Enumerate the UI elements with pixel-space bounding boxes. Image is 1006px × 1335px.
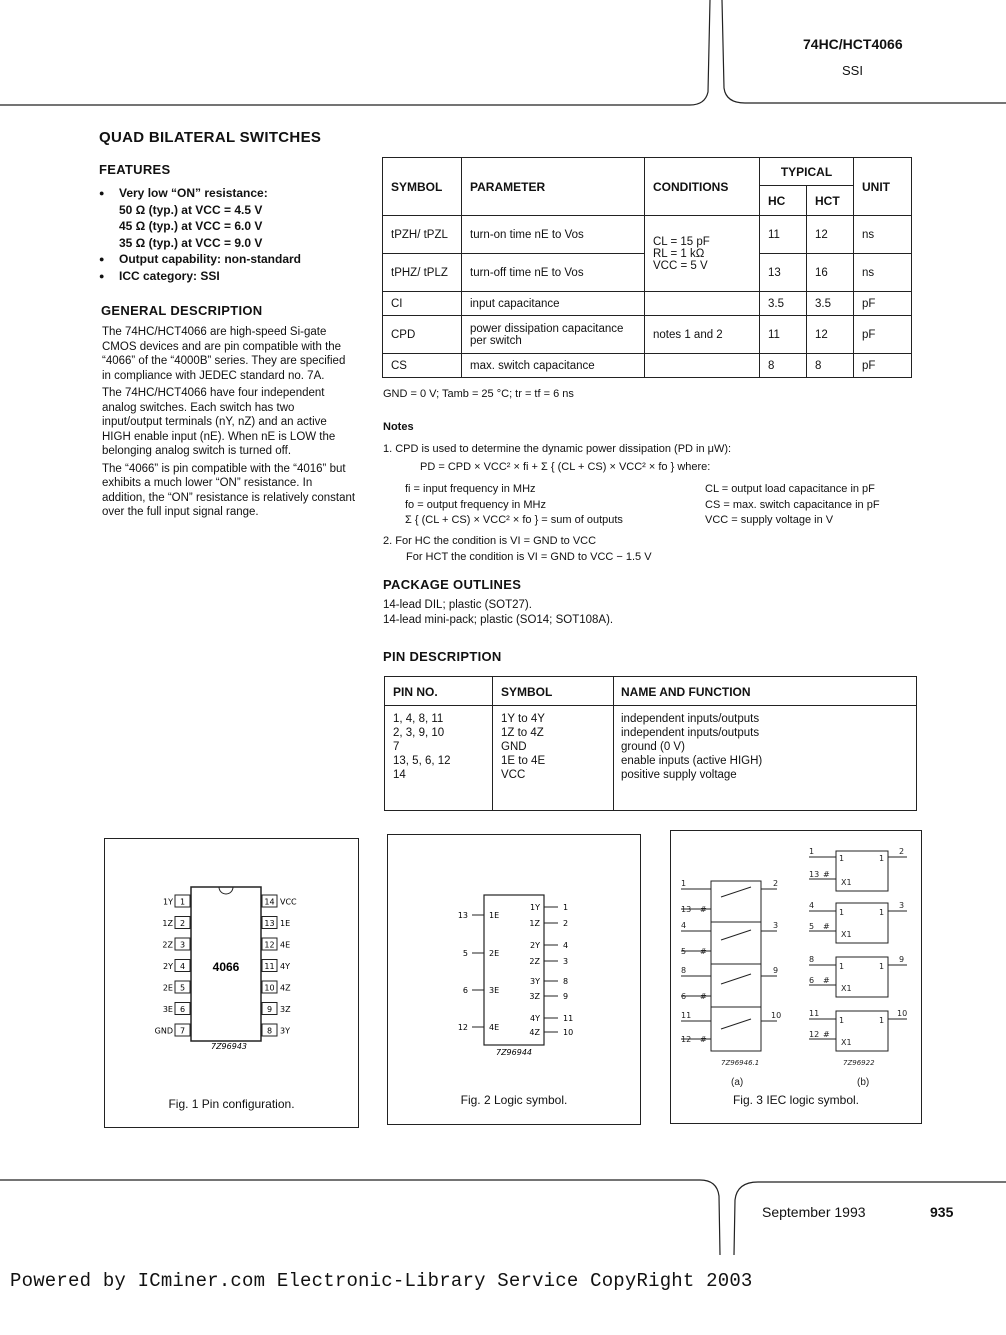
feature-item: ● Very low “ON” resistance: xyxy=(99,185,369,202)
cell-symbol: VCC xyxy=(501,768,526,781)
svg-text:#: # xyxy=(823,1030,830,1039)
pin-number: 10 xyxy=(264,983,275,993)
cell-unit: pF xyxy=(854,354,912,378)
pin-number: 8 xyxy=(563,977,569,986)
cell-hc: 11 xyxy=(760,316,807,354)
svg-text:10: 10 xyxy=(897,1009,908,1018)
cell-name: positive supply voltage xyxy=(621,768,737,781)
figure-1-caption: Fig. 1 Pin configuration. xyxy=(168,1097,295,1111)
definition: CS = max. switch capacitance in pF xyxy=(705,498,880,511)
pin-number: 9 xyxy=(266,1005,273,1014)
table-row xyxy=(383,216,912,254)
feature-item: ● ICC category: SSI xyxy=(99,268,369,285)
svg-text:1: 1 xyxy=(809,847,815,856)
table-row xyxy=(383,354,912,378)
pin-number: 1 xyxy=(179,897,186,907)
pin-number: 6 xyxy=(179,1005,186,1014)
table-row xyxy=(383,292,912,316)
cell-name: independent inputs/outputs xyxy=(621,726,760,739)
svg-text:4: 4 xyxy=(809,901,815,910)
cell-unit: ns xyxy=(854,254,912,292)
logic-symbol-diagram xyxy=(388,835,640,1075)
svg-text:3: 3 xyxy=(773,921,779,930)
cell-shared-conditions xyxy=(645,216,760,292)
label-a: (a) xyxy=(731,1077,744,1088)
svg-text:12: 12 xyxy=(681,1035,692,1044)
pin-label: 4Z xyxy=(529,1028,540,1037)
pin-label: 2Y xyxy=(163,962,173,971)
cell-symbol: CS xyxy=(383,354,462,378)
svg-text:X1: X1 xyxy=(841,930,852,939)
pin-label: 1Y xyxy=(163,897,173,907)
cell-pin-no: 2, 3, 9, 10 xyxy=(393,726,445,739)
figure-code: 7Z96922 xyxy=(843,1059,875,1067)
svg-text:1: 1 xyxy=(839,1016,845,1025)
col-unit: UNIT xyxy=(854,158,912,216)
pin-description-table xyxy=(385,677,916,782)
cell-name: ground (0 V) xyxy=(621,740,685,753)
table-row xyxy=(385,768,916,782)
note-2b: For HCT the condition is VI = GND to VCC − 1.5 V xyxy=(406,551,652,563)
condition-line: CL = 15 pF xyxy=(653,235,710,248)
cell-parameter: turn-on time nE to Vos xyxy=(462,216,645,254)
pin-number: 10 xyxy=(563,1028,574,1037)
table-row xyxy=(385,740,916,754)
pin-number: 6 xyxy=(462,986,468,995)
definition: VCC = supply voltage in V xyxy=(705,514,834,526)
pin-label: 2E xyxy=(162,983,173,993)
figure-3-iec-logic-symbol xyxy=(670,830,922,1124)
pin-label: 4Z xyxy=(280,983,291,993)
svg-text:8: 8 xyxy=(681,966,687,975)
cell-hct: 12 xyxy=(807,316,854,354)
cell-name: enable inputs (active HIGH) xyxy=(621,754,763,767)
pin-label: 4E xyxy=(489,1023,500,1032)
pin-label: 2E xyxy=(489,949,500,958)
svg-text:#: # xyxy=(823,870,830,879)
table-row xyxy=(385,726,916,740)
iec-logic-symbol-diagram xyxy=(671,831,921,1091)
svg-text:4: 4 xyxy=(681,921,687,930)
feature-item: 35 Ω (typ.) at VCC = 9.0 V xyxy=(119,235,263,250)
definition: CL = output load capacitance in pF xyxy=(705,483,875,495)
cell-hct: 3.5 xyxy=(807,292,854,316)
cell-hct: 8 xyxy=(807,354,854,378)
pin-label: 3Y xyxy=(530,977,540,986)
pin-label: 3Z xyxy=(280,1005,291,1014)
note-formula: PD = CPD × VCC² × fi + Σ { (CL + CS) × VCC² × fo } where: xyxy=(420,461,711,473)
svg-text:5: 5 xyxy=(809,922,815,931)
svg-text:10: 10 xyxy=(771,1011,782,1020)
pin-label: GND xyxy=(154,1026,173,1036)
col-pin-no: PIN NO. xyxy=(385,677,493,706)
pin-label: 4Y xyxy=(530,1014,540,1023)
label-b: (b) xyxy=(857,1077,870,1088)
general-description xyxy=(102,325,357,520)
cell-symbol: GND xyxy=(501,740,527,753)
figure-code: 7Z96944 xyxy=(495,1048,533,1057)
pin-number: 3 xyxy=(179,940,186,950)
figure-code: 7Z96943 xyxy=(210,1042,248,1051)
svg-text:#: # xyxy=(823,976,830,985)
cell-parameter: max. switch capacitance xyxy=(462,354,645,378)
cell-hc: 13 xyxy=(760,254,807,292)
chip-label: 4066 xyxy=(212,960,240,974)
svg-text:1: 1 xyxy=(839,908,845,917)
table-row xyxy=(385,754,916,768)
cell-unit: pF xyxy=(854,292,912,316)
quick-reference-table xyxy=(382,157,912,378)
svg-text:#: # xyxy=(700,1035,707,1044)
pin-number: 14 xyxy=(264,897,275,907)
svg-text:1: 1 xyxy=(879,908,885,917)
table-row xyxy=(383,316,912,354)
pin-number: 11 xyxy=(264,962,275,971)
table-footnote: GND = 0 V; Tamb = 25 °C; tr = tf = 6 ns xyxy=(383,388,574,400)
cell-conditions xyxy=(645,354,760,378)
cell-pin-no: 14 xyxy=(393,768,406,781)
pin-number: 7 xyxy=(179,1026,186,1036)
pin-number: 12 xyxy=(457,1023,468,1032)
description-paragraph: The 74HC/HCT4066 have four independent analog switches. Each switch has two input/output terminals (nY, nZ) and an active HIGH enable input (nE). When nE is LOW the belonging analog switch is turned off. xyxy=(102,387,336,457)
logic-category: SSI xyxy=(842,63,863,78)
page-number: 935 xyxy=(930,1204,954,1220)
pin-label: 1Y xyxy=(530,903,540,912)
pin-label: 2Z xyxy=(162,940,173,950)
package-outlines-heading: PACKAGE OUTLINES xyxy=(383,577,522,592)
pin-label: 4Y xyxy=(280,962,290,971)
notes-heading: Notes xyxy=(383,421,414,433)
iec-symbol-b xyxy=(809,851,907,1051)
definition: fi = input frequency in MHz xyxy=(405,483,536,495)
cell-parameter: turn-off time nE to Vos xyxy=(462,254,645,292)
pin-number: 2 xyxy=(563,919,569,928)
svg-text:X1: X1 xyxy=(841,878,852,887)
cell-symbol: 1Y to 4Y xyxy=(501,712,545,725)
cell-unit: ns xyxy=(854,216,912,254)
svg-text:9: 9 xyxy=(899,955,905,964)
col-hc: HC xyxy=(760,186,807,216)
svg-text:6: 6 xyxy=(681,992,687,1001)
features-list xyxy=(99,185,369,284)
pin-label: 2Y xyxy=(530,941,540,950)
svg-text:1: 1 xyxy=(839,962,845,971)
cell-symbol: tPZH/ tPZL xyxy=(383,216,462,254)
cell-symbol: CI xyxy=(383,292,462,316)
svg-text:#: # xyxy=(700,947,707,956)
condition-line: RL = 1 kΩ xyxy=(653,247,705,260)
general-description-heading: GENERAL DESCRIPTION xyxy=(101,303,263,318)
cell-parameter: power dissipation capacitance per switch xyxy=(462,316,645,354)
part-number: 74HC/HCT4066 xyxy=(803,36,903,52)
cell-hct: 16 xyxy=(807,254,854,292)
pin-label: 3Y xyxy=(280,1026,290,1036)
description-paragraph: The “4066” is pin compatible with the “4016” but exhibits a much lower “ON” resistance. In addition, the “ON” resistance is relatively constant over the full input signal range. xyxy=(102,462,356,518)
description-paragraph: The 74HC/HCT4066 are high-speed Si-gate CMOS devices and are pin compatible with the “4066” of the “4000B” series. They are specified in compliance with JEDEC standard no. 7A. xyxy=(102,326,346,382)
table-row xyxy=(385,712,916,726)
pin-label: 2Z xyxy=(529,957,540,966)
cell-hc: 11 xyxy=(760,216,807,254)
pin-number: 9 xyxy=(563,992,569,1001)
cell-symbol: 1Z to 4Z xyxy=(501,726,544,739)
col-symbol: SYMBOL xyxy=(383,158,462,216)
pin-number: 12 xyxy=(264,940,275,950)
definition: Σ { (CL + CS) × VCC² × fo } = sum of outputs xyxy=(405,514,623,526)
pin-number: 1 xyxy=(563,903,569,912)
note-1: 1. CPD is used to determine the dynamic power dissipation (PD in μW): xyxy=(383,443,732,455)
figure-2-caption: Fig. 2 Logic symbol. xyxy=(460,1093,568,1107)
cell-conditions: notes 1 and 2 xyxy=(645,316,760,354)
feature-item: 45 Ω (typ.) at VCC = 6.0 V xyxy=(119,219,263,233)
svg-text:X1: X1 xyxy=(841,1038,852,1047)
figure-3-caption: Fig. 3 IEC logic symbol. xyxy=(732,1093,860,1107)
svg-text:X1: X1 xyxy=(841,984,852,993)
cell-parameter: input capacitance xyxy=(462,292,645,316)
pin-label: VCC xyxy=(280,897,297,907)
condition-line: VCC = 5 V xyxy=(653,259,708,272)
pin-label: 3E xyxy=(489,986,500,995)
iec-symbol-a xyxy=(681,881,777,1051)
svg-text:12: 12 xyxy=(809,1030,820,1039)
pin-description-table-frame xyxy=(384,676,917,811)
pin-label: 3E xyxy=(162,1005,173,1014)
svg-text:6: 6 xyxy=(809,976,815,985)
cell-pin-no: 7 xyxy=(393,740,400,753)
cell-hc: 8 xyxy=(760,354,807,378)
pin-number: 4 xyxy=(179,962,186,971)
definition: fo = output frequency in MHz xyxy=(405,498,546,511)
svg-text:#: # xyxy=(700,905,707,914)
svg-text:11: 11 xyxy=(809,1009,820,1018)
svg-text:1: 1 xyxy=(839,854,845,863)
page-title: QUAD BILATERAL SWITCHES xyxy=(99,129,322,146)
svg-text:1: 1 xyxy=(879,1016,885,1025)
footer-date: September 1993 xyxy=(762,1204,866,1220)
pin-number: 5 xyxy=(179,983,186,993)
cell-hc: 3.5 xyxy=(760,292,807,316)
package-outlines xyxy=(383,598,883,627)
pin-label: 4E xyxy=(280,940,291,950)
pin-number: 13 xyxy=(264,919,275,928)
figure-2-logic-symbol xyxy=(387,834,641,1125)
pin-label: 1E xyxy=(280,919,291,928)
svg-text:2: 2 xyxy=(899,847,905,856)
cell-conditions xyxy=(645,292,760,316)
svg-text:#: # xyxy=(823,922,830,931)
col-parameter: PARAMETER xyxy=(462,158,645,216)
pin-label: 1Z xyxy=(529,919,540,928)
pin-number: 3 xyxy=(563,957,569,966)
svg-text:13: 13 xyxy=(809,870,820,879)
cell-symbol: CPD xyxy=(383,316,462,354)
note-definitions-left xyxy=(405,482,705,529)
col-symbol: SYMBOL xyxy=(493,677,613,706)
features-heading: FEATURES xyxy=(99,162,171,177)
pin-configuration-diagram xyxy=(105,839,358,1079)
watermark-footer: Powered by ICminer.com Electronic-Library Service CopyRight 2003 xyxy=(10,1270,753,1292)
feature-item: 50 Ω (typ.) at VCC = 4.5 V xyxy=(119,202,263,217)
svg-text:13: 13 xyxy=(681,905,692,914)
col-conditions: CONDITIONS xyxy=(645,158,760,216)
pin-number: 2 xyxy=(179,919,186,928)
svg-text:3: 3 xyxy=(899,901,905,910)
svg-text:#: # xyxy=(700,992,707,1001)
note-2a: 2. For HC the condition is VI = GND to VCC xyxy=(383,535,597,547)
feature-item: ● Output capability: non-standard xyxy=(99,251,369,268)
note-definitions-right xyxy=(705,482,935,529)
svg-text:11: 11 xyxy=(681,1011,692,1020)
pin-label: 1Z xyxy=(162,919,173,928)
pin-number: 5 xyxy=(462,949,468,958)
cell-unit: pF xyxy=(854,316,912,354)
pin-number: 11 xyxy=(563,1014,574,1023)
svg-text:1: 1 xyxy=(879,962,885,971)
col-name-function: NAME AND FUNCTION xyxy=(613,677,916,706)
package-line: 14-lead mini-pack; plastic (SO14; SOT108A). xyxy=(383,613,614,626)
pin-label: 3Z xyxy=(529,992,540,1001)
figure-1-pin-configuration xyxy=(104,838,359,1128)
svg-text:1: 1 xyxy=(681,879,687,888)
cell-symbol: tPHZ/ tPLZ xyxy=(383,254,462,292)
col-typical: TYPICAL xyxy=(760,158,854,186)
package-line: 14-lead DIL; plastic (SOT27). xyxy=(383,599,532,611)
cell-name: independent inputs/outputs xyxy=(621,712,760,725)
pin-description-heading: PIN DESCRIPTION xyxy=(383,649,502,664)
svg-text:9: 9 xyxy=(773,966,779,975)
cell-pin-no: 1, 4, 8, 11 xyxy=(393,712,444,725)
svg-text:2: 2 xyxy=(773,879,779,888)
pin-number: 4 xyxy=(563,941,569,950)
pin-number: 8 xyxy=(266,1026,273,1036)
col-hct: HCT xyxy=(807,186,854,216)
cell-symbol: 1E to 4E xyxy=(501,754,546,767)
cell-pin-no: 13, 5, 6, 12 xyxy=(393,754,451,767)
svg-text:1: 1 xyxy=(879,854,885,863)
figure-code: 7Z96946.1 xyxy=(721,1059,760,1067)
pin-label: 1E xyxy=(489,911,500,920)
pin-number: 13 xyxy=(457,911,468,920)
svg-text:8: 8 xyxy=(809,955,815,964)
cell-hct: 12 xyxy=(807,216,854,254)
svg-text:5: 5 xyxy=(681,947,687,956)
